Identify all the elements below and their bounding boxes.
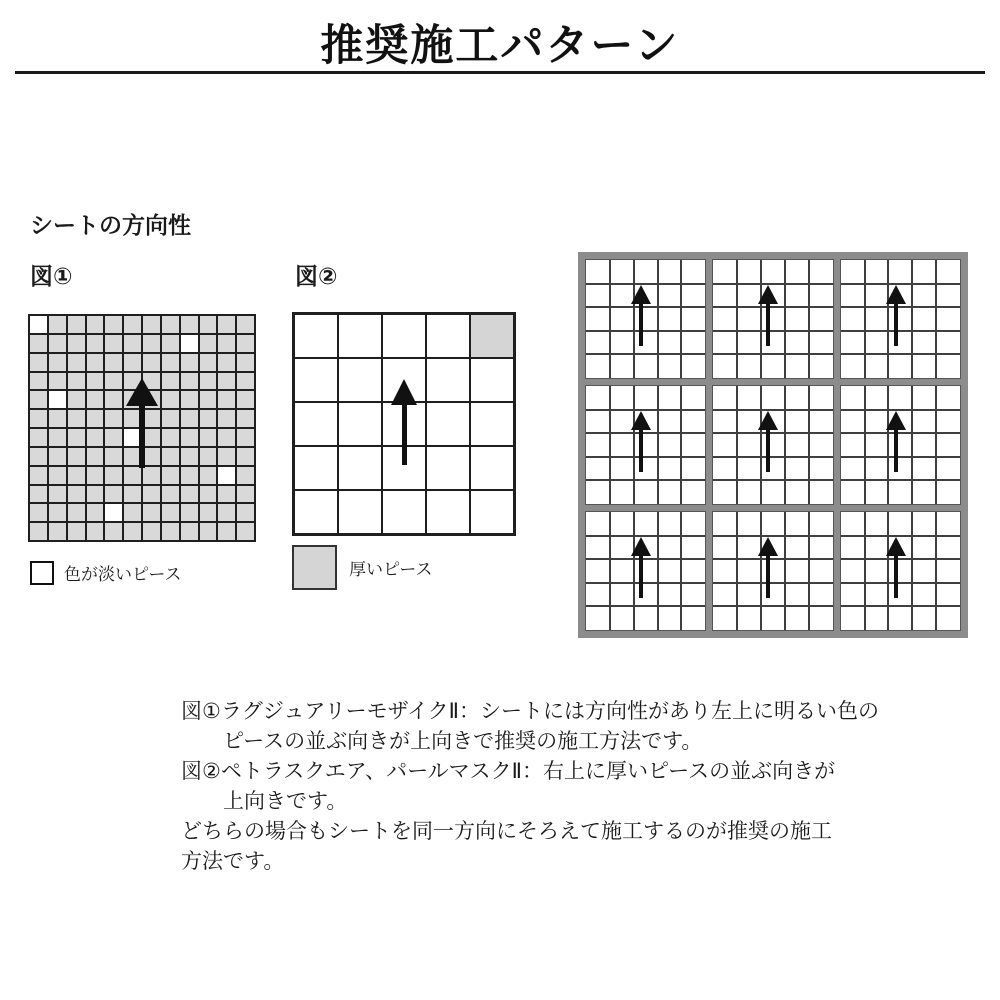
- tile-cell: [181, 486, 198, 503]
- sheet-grid-line: [841, 535, 960, 537]
- sheet-grid-line: [784, 260, 786, 378]
- tile-cell: [124, 410, 141, 427]
- sheet-grid-line: [841, 479, 960, 481]
- tile-cell: [427, 359, 469, 401]
- sheet-layout-figure: [578, 252, 968, 638]
- sheet-grid-line: [586, 283, 705, 285]
- tile-cell: [30, 523, 47, 540]
- tile-cell: [181, 391, 198, 408]
- tile-cell: [200, 523, 217, 540]
- tile-cell: [143, 316, 160, 333]
- tile-cell: [200, 335, 217, 352]
- tile-cell: [218, 391, 235, 408]
- caption-line: 方法です。: [181, 850, 285, 873]
- sheet-grid-line: [713, 409, 832, 411]
- light-piece-swatch: [30, 561, 54, 585]
- tile-cell: [49, 429, 66, 446]
- tile-cell: [49, 523, 66, 540]
- tile-cell: [295, 447, 337, 489]
- tile-cell: [237, 448, 254, 465]
- sheet: [713, 512, 832, 630]
- tile-cell: [181, 523, 198, 540]
- tile-cell: [162, 486, 179, 503]
- sheet-grid-line: [633, 512, 635, 630]
- sheet-grid-line: [657, 260, 659, 378]
- sheet-grid-line: [736, 512, 738, 630]
- sheet-grid-line: [911, 512, 913, 630]
- tile-cell: [237, 335, 254, 352]
- sheet-grid-line: [657, 386, 659, 504]
- tile-cell: [143, 523, 160, 540]
- tile-cell: [68, 504, 85, 521]
- sheet-grid-line: [633, 386, 635, 504]
- sheet-grid-line: [760, 512, 762, 630]
- sheet: [586, 260, 705, 378]
- tile-cell: [87, 448, 104, 465]
- tile-cell: [218, 448, 235, 465]
- sheet-grid-line: [841, 558, 960, 560]
- tile-cell: [162, 523, 179, 540]
- tile-cell: [295, 403, 337, 445]
- special-tile-cell: [471, 315, 513, 357]
- tile-cell: [105, 373, 122, 390]
- tile-cell: [124, 391, 141, 408]
- caption-line: どちらの場合もシートを同一方向にそろえて施工するのが推奨の施工: [181, 820, 832, 843]
- tile-cell: [218, 335, 235, 352]
- tile-cell: [218, 316, 235, 333]
- sheet-grid-line: [609, 260, 611, 378]
- tile-cell: [218, 429, 235, 446]
- tile-cell: [49, 335, 66, 352]
- figure1-legend-label: 色が淡いピース: [64, 565, 182, 584]
- tile-cell: [68, 448, 85, 465]
- tile-cell: [49, 354, 66, 371]
- tile-cell: [218, 354, 235, 371]
- figure1-label: 図①: [30, 263, 73, 289]
- tile-cell: [162, 410, 179, 427]
- tile-cell: [200, 504, 217, 521]
- tile-cell: [30, 467, 47, 484]
- sheet-grid-line: [887, 512, 889, 630]
- tile-cell: [143, 486, 160, 503]
- tile-cell: [471, 491, 513, 533]
- figure2-legend: [292, 545, 432, 590]
- tile-cell: [181, 429, 198, 446]
- special-tile-cell: [218, 467, 235, 484]
- sheet-grid-line: [713, 535, 832, 537]
- arrow-shaft: [639, 430, 643, 472]
- tile-cell: [124, 486, 141, 503]
- sheet-grid-line: [680, 512, 682, 630]
- special-tile-cell: [105, 504, 122, 521]
- tile-cell: [295, 491, 337, 533]
- sheet-grid-line: [887, 260, 889, 378]
- sheet-grid-line: [713, 479, 832, 481]
- tile-cell: [124, 504, 141, 521]
- sheet-grid-line: [841, 456, 960, 458]
- tile-cell: [181, 373, 198, 390]
- tile-cell: [30, 429, 47, 446]
- arrow-shaft: [894, 556, 898, 598]
- sheet-grid-line: [586, 330, 705, 332]
- thick-piece-swatch: [292, 545, 337, 590]
- sheet-grid-line: [680, 386, 682, 504]
- tile-cell: [427, 315, 469, 357]
- tile-cell: [30, 504, 47, 521]
- sheet-grid-line: [760, 386, 762, 504]
- sheet-grid-line: [864, 512, 866, 630]
- tile-cell: [200, 448, 217, 465]
- tile-cell: [30, 373, 47, 390]
- tile-cell: [162, 504, 179, 521]
- tile-cell: [162, 448, 179, 465]
- sheet-grid-line: [841, 409, 960, 411]
- arrow-shaft: [766, 304, 770, 346]
- tile-cell: [162, 354, 179, 371]
- tile-cell: [237, 316, 254, 333]
- sheet-grid-line: [586, 479, 705, 481]
- arrow-shaft: [894, 304, 898, 346]
- tile-cell: [68, 486, 85, 503]
- tile-cell: [124, 523, 141, 540]
- tile-cell: [427, 403, 469, 445]
- tile-cell: [30, 486, 47, 503]
- tile-cell: [30, 410, 47, 427]
- tile-cell: [237, 429, 254, 446]
- arrow-shaft: [894, 430, 898, 472]
- tile-cell: [162, 391, 179, 408]
- sheet-grid-line: [586, 582, 705, 584]
- tile-cell: [162, 316, 179, 333]
- caption-line: ピースの並ぶ向きが上向きで推奨の施工方法です。: [223, 730, 703, 753]
- tile-cell: [339, 315, 381, 357]
- sheet-grid-line: [713, 330, 832, 332]
- caption-line: 図①ラグジュアリーモザイクⅡ：シートには方向性があり左上に明るい色の: [181, 700, 880, 723]
- tile-cell: [87, 391, 104, 408]
- tile-cell: [68, 335, 85, 352]
- tile-cell: [87, 316, 104, 333]
- tile-cell: [339, 447, 381, 489]
- sheet-grid-line: [713, 283, 832, 285]
- sheet-grid-line: [736, 260, 738, 378]
- tile-cell: [200, 354, 217, 371]
- tile-cell: [383, 315, 425, 357]
- sheet-grid-line: [586, 456, 705, 458]
- tile-cell: [124, 448, 141, 465]
- tile-cell: [427, 447, 469, 489]
- tile-cell: [181, 410, 198, 427]
- sheet-grid-line: [713, 432, 832, 434]
- tile-cell: [30, 391, 47, 408]
- figure2-label: 図②: [295, 263, 338, 289]
- tile-cell: [105, 467, 122, 484]
- tile-cell: [68, 316, 85, 333]
- sheet-grid-line: [911, 260, 913, 378]
- tile-cell: [162, 429, 179, 446]
- tile-cell: [124, 354, 141, 371]
- caption-line: 図②ペトラスクエア、パールマスクⅡ：右上に厚いピースの並ぶ向きが: [181, 760, 836, 783]
- title-divider: [15, 71, 985, 74]
- tile-cell: [124, 335, 141, 352]
- tile-cell: [30, 335, 47, 352]
- sheet-grid-line: [841, 432, 960, 434]
- tile-cell: [143, 373, 160, 390]
- tile-cell: [30, 448, 47, 465]
- tile-cell: [143, 429, 160, 446]
- tile-cell: [87, 410, 104, 427]
- tile-cell: [68, 391, 85, 408]
- sheet-grid-line: [586, 353, 705, 355]
- sheet-grid-line: [784, 386, 786, 504]
- sheet-grid-line: [935, 260, 937, 378]
- tile-cell: [49, 316, 66, 333]
- tile-cell: [68, 467, 85, 484]
- sheet-grid-line: [808, 260, 810, 378]
- tile-cell: [143, 504, 160, 521]
- tile-cell: [295, 315, 337, 357]
- tile-cell: [87, 467, 104, 484]
- sheet: [586, 386, 705, 504]
- sheet-grid-line: [841, 330, 960, 332]
- tile-cell: [218, 410, 235, 427]
- tile-cell: [49, 504, 66, 521]
- tile-cell: [124, 373, 141, 390]
- tile-cell: [200, 467, 217, 484]
- tile-cell: [339, 403, 381, 445]
- tile-cell: [162, 335, 179, 352]
- tile-cell: [68, 354, 85, 371]
- tile-cell: [105, 335, 122, 352]
- tile-cell: [105, 410, 122, 427]
- sheet-grid-line: [586, 432, 705, 434]
- sheet: [841, 386, 960, 504]
- tile-cell: [49, 448, 66, 465]
- tile-cell: [87, 486, 104, 503]
- sheet-grid-line: [586, 558, 705, 560]
- tile-cell: [143, 448, 160, 465]
- tile-cell: [124, 467, 141, 484]
- tile-cell: [143, 354, 160, 371]
- sheet-grid-line: [713, 306, 832, 308]
- sheet-grid-line: [841, 353, 960, 355]
- sheet: [713, 260, 832, 378]
- sheet-grid-line: [736, 386, 738, 504]
- sheet-grid-line: [841, 283, 960, 285]
- sheet-grid-line: [808, 512, 810, 630]
- tile-cell: [339, 359, 381, 401]
- sheet-grid-line: [713, 605, 832, 607]
- tile-cell: [105, 429, 122, 446]
- tile-cell: [200, 429, 217, 446]
- tile-cell: [105, 354, 122, 371]
- sheet-grid-line: [609, 386, 611, 504]
- sheet-grid-line: [713, 353, 832, 355]
- special-tile-cell: [49, 391, 66, 408]
- tile-cell: [68, 523, 85, 540]
- tile-cell: [383, 491, 425, 533]
- sheet-grid-line: [586, 605, 705, 607]
- arrow-shaft: [639, 304, 643, 346]
- tile-cell: [200, 391, 217, 408]
- tile-cell: [295, 359, 337, 401]
- tile-cell: [68, 429, 85, 446]
- tile-cell: [200, 410, 217, 427]
- tile-cell: [105, 391, 122, 408]
- sheet-grid-line: [887, 386, 889, 504]
- tile-cell: [200, 373, 217, 390]
- tile-cell: [105, 523, 122, 540]
- tile-cell: [124, 316, 141, 333]
- sheet-grid-line: [935, 386, 937, 504]
- tile-cell: [143, 335, 160, 352]
- tile-cell: [143, 467, 160, 484]
- tile-cell: [49, 410, 66, 427]
- arrow-shaft: [766, 430, 770, 472]
- tile-cell: [383, 359, 425, 401]
- tile-cell: [218, 486, 235, 503]
- caption-line: 上向きです。: [223, 790, 348, 813]
- page-title: 推奨施工パターン: [320, 22, 680, 70]
- tile-cell: [30, 354, 47, 371]
- sheet-grid-line: [808, 386, 810, 504]
- tile-cell: [339, 491, 381, 533]
- section-heading: シートの方向性: [30, 212, 191, 238]
- tile-cell: [49, 467, 66, 484]
- sheet: [713, 386, 832, 504]
- tile-cell: [218, 523, 235, 540]
- sheet-grid-line: [713, 582, 832, 584]
- figure1-tile-grid: [28, 314, 256, 542]
- special-tile-cell: [181, 335, 198, 352]
- sheet-grid-line: [841, 306, 960, 308]
- tile-cell: [471, 359, 513, 401]
- caption-text: [181, 697, 880, 877]
- figure2-tile-grid: [292, 312, 516, 536]
- tile-cell: [237, 467, 254, 484]
- tile-cell: [427, 491, 469, 533]
- sheet-grid-line: [935, 512, 937, 630]
- tile-cell: [68, 410, 85, 427]
- tile-cell: [105, 486, 122, 503]
- tile-cell: [200, 316, 217, 333]
- tile-cell: [87, 373, 104, 390]
- sheet: [586, 512, 705, 630]
- tile-cell: [237, 504, 254, 521]
- tile-cell: [181, 448, 198, 465]
- tile-cell: [383, 447, 425, 489]
- tile-cell: [237, 486, 254, 503]
- special-tile-cell: [124, 429, 141, 446]
- sheet-grid-line: [784, 512, 786, 630]
- sheet-grid-line: [841, 605, 960, 607]
- tile-cell: [471, 403, 513, 445]
- tile-cell: [49, 486, 66, 503]
- sheet-grid-line: [864, 260, 866, 378]
- tile-cell: [237, 373, 254, 390]
- sheet-grid-line: [713, 456, 832, 458]
- tile-cell: [87, 523, 104, 540]
- sheet: [841, 512, 960, 630]
- tile-cell: [471, 447, 513, 489]
- tile-cell: [181, 316, 198, 333]
- tile-cell: [218, 504, 235, 521]
- tile-cell: [200, 486, 217, 503]
- tile-cell: [237, 523, 254, 540]
- tile-cell: [162, 373, 179, 390]
- sheet-grid-line: [760, 260, 762, 378]
- tile-cell: [237, 391, 254, 408]
- tile-cell: [105, 448, 122, 465]
- sheet-grid-line: [586, 535, 705, 537]
- figure1-legend: [30, 560, 181, 585]
- tile-cell: [143, 410, 160, 427]
- figure2-legend-label: 厚いピース: [349, 560, 433, 579]
- tile-cell: [181, 354, 198, 371]
- sheet-grid-line: [609, 512, 611, 630]
- special-tile-cell: [30, 316, 47, 333]
- sheet-grid-line: [633, 260, 635, 378]
- arrow-shaft: [639, 556, 643, 598]
- sheet-grid-line: [680, 260, 682, 378]
- sheet-grid-line: [864, 386, 866, 504]
- sheet-grid-line: [586, 409, 705, 411]
- tile-cell: [87, 354, 104, 371]
- tile-cell: [162, 467, 179, 484]
- tile-cell: [181, 504, 198, 521]
- sheet-grid-line: [586, 306, 705, 308]
- tile-cell: [87, 504, 104, 521]
- sheet-grid-line: [841, 582, 960, 584]
- tile-cell: [143, 391, 160, 408]
- tile-cell: [87, 335, 104, 352]
- tile-cell: [49, 373, 66, 390]
- sheet-grid-line: [713, 558, 832, 560]
- arrow-shaft: [766, 556, 770, 598]
- tile-cell: [383, 403, 425, 445]
- sheet: [841, 260, 960, 378]
- tile-cell: [237, 354, 254, 371]
- sheet-grid-line: [911, 386, 913, 504]
- tile-cell: [237, 410, 254, 427]
- tile-cell: [105, 316, 122, 333]
- tile-cell: [87, 429, 104, 446]
- tile-cell: [181, 467, 198, 484]
- tile-cell: [68, 373, 85, 390]
- tile-cell: [218, 373, 235, 390]
- sheet-grid-line: [657, 512, 659, 630]
